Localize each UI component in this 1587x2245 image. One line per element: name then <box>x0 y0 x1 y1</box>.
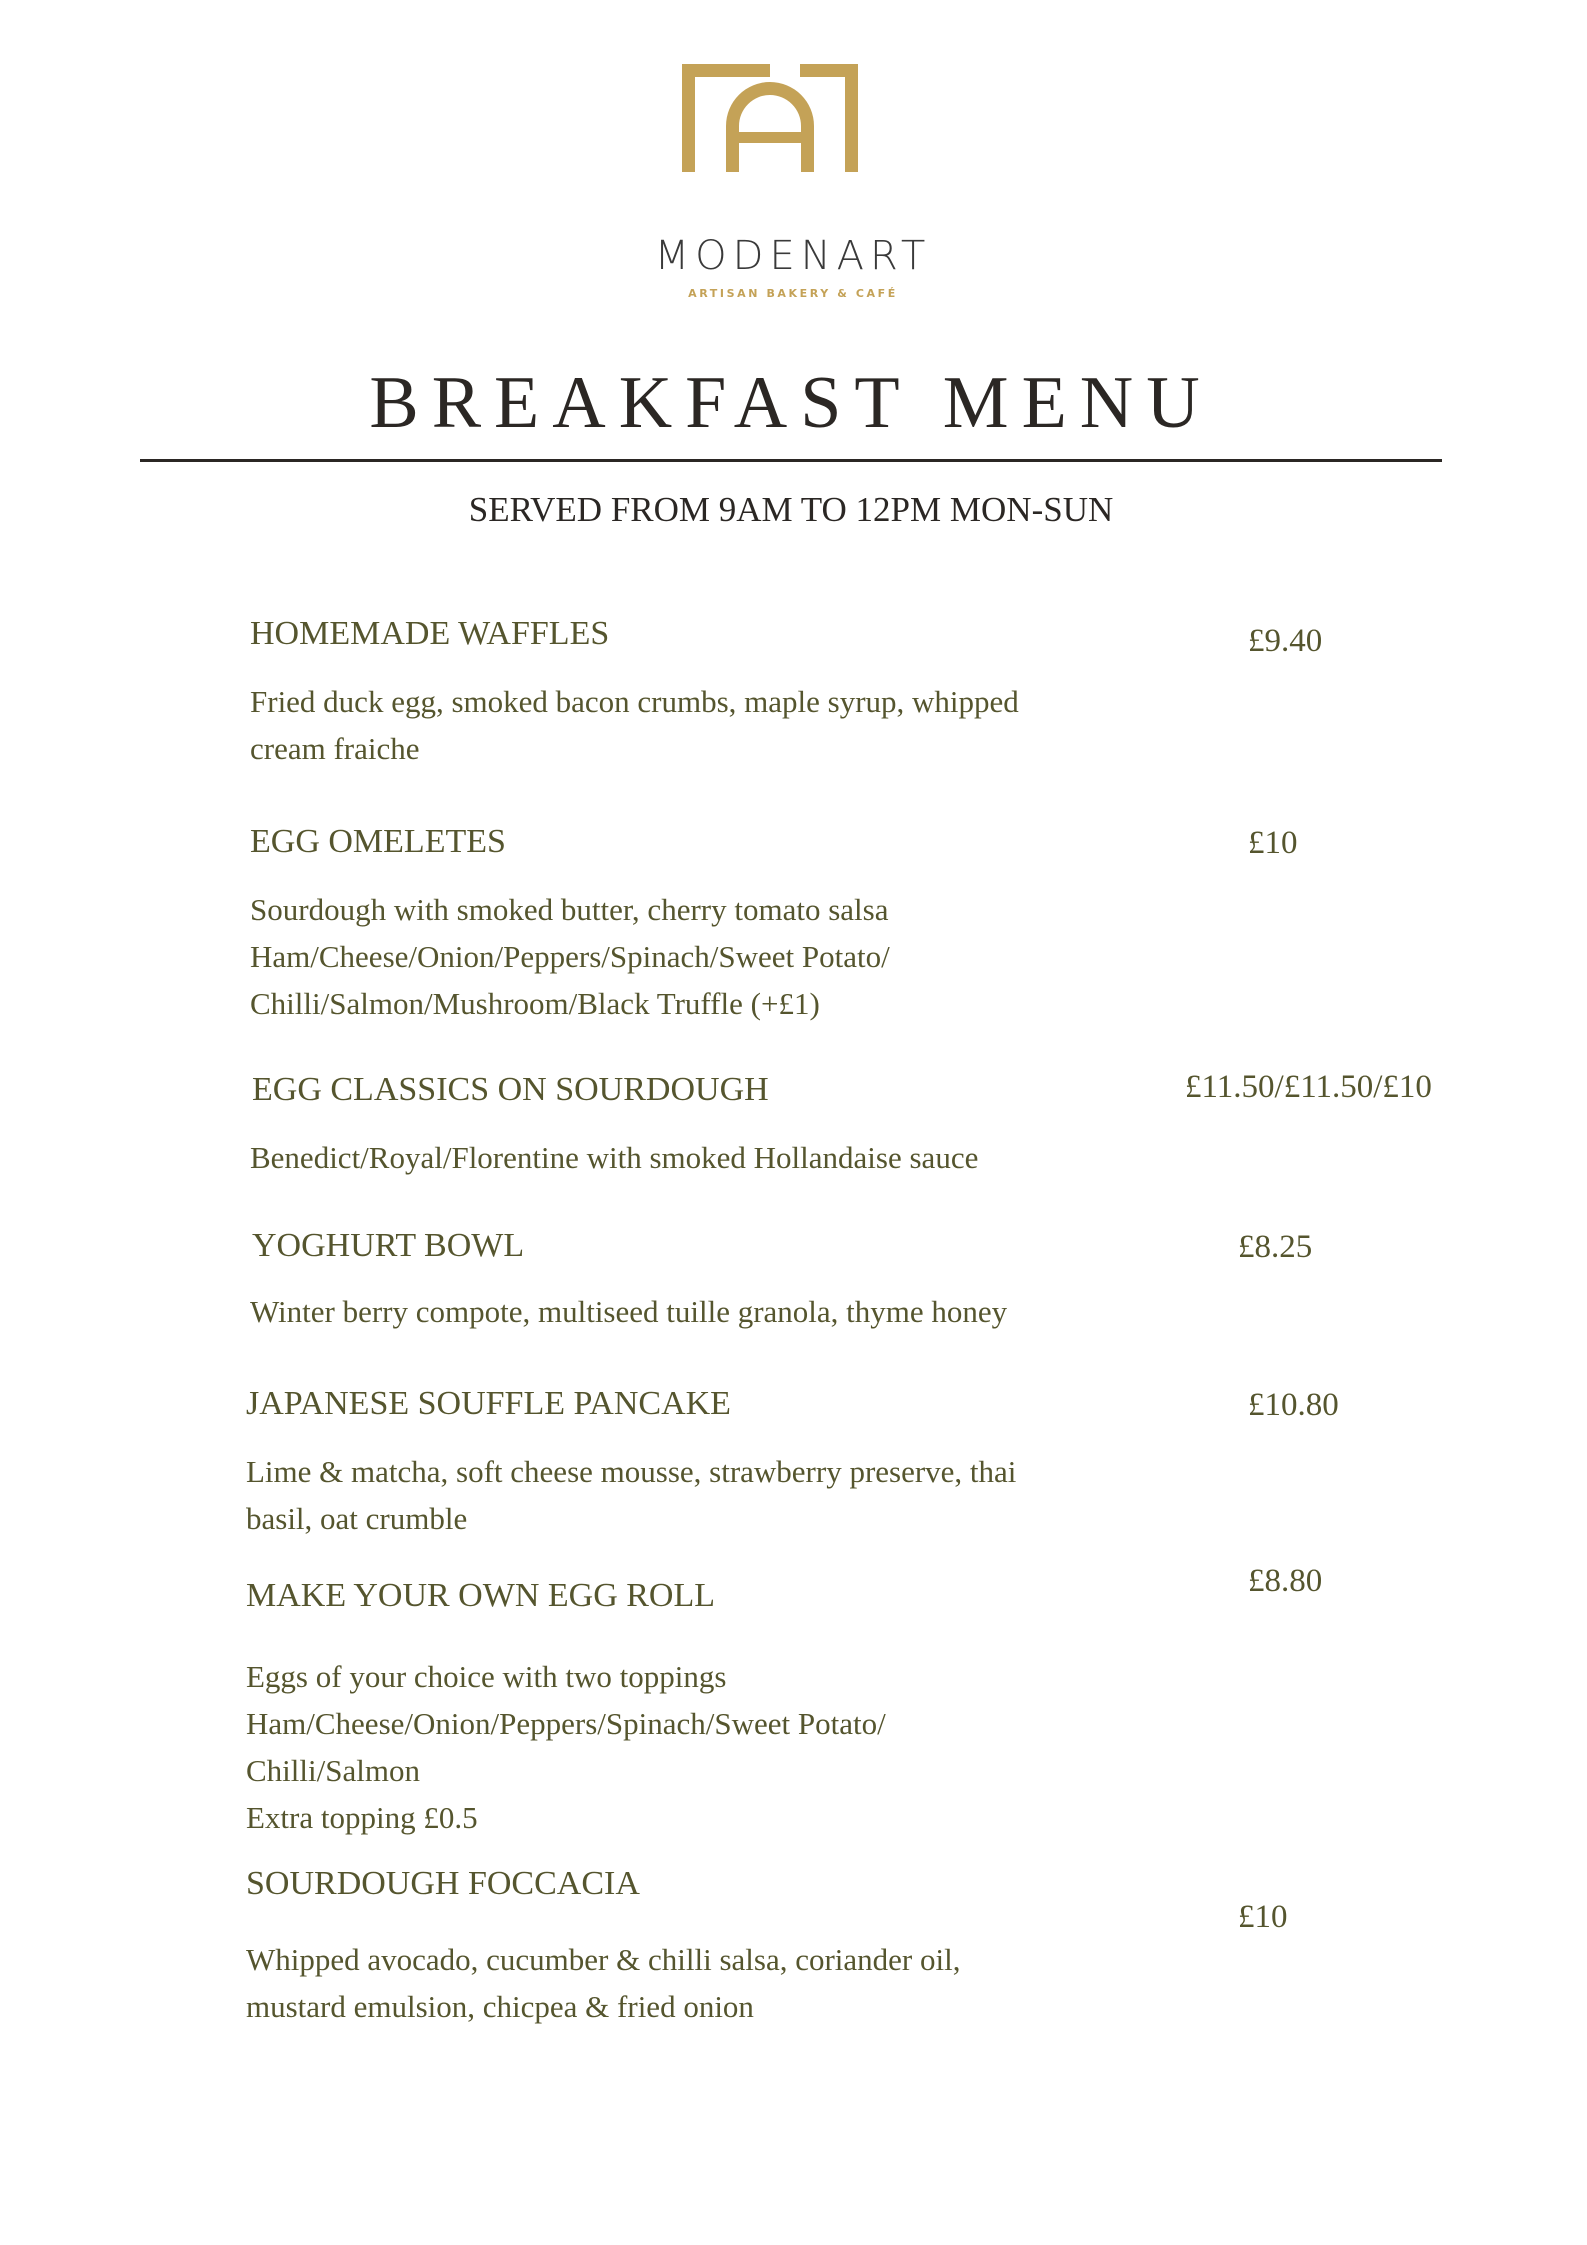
menu-item-description: Whipped avocado, cucumber & chilli salsa, coriander oil, mustard emulsion, chicpea & fried onion <box>246 1942 961 2024</box>
brand-name: MODENART <box>654 233 932 279</box>
menu-item-price: £8.80 <box>1248 1563 1323 1599</box>
menu-item-name: HOMEMADE WAFFLES <box>250 615 610 652</box>
page-title: BREAKFAST MENU <box>369 362 1213 444</box>
menu-item-description: Eggs of your choice with two toppings Ham/Cheese/Onion/Peppers/Spinach/Sweet Potato/ Chilli/Salmon Extra topping £0.5 <box>246 1659 886 1835</box>
menu-item-price: £8.25 <box>1238 1229 1313 1265</box>
logo-icon <box>682 64 858 172</box>
menu-item-name: JAPANESE SOUFFLE PANCAKE <box>246 1385 731 1422</box>
menu-item-description: Fried duck egg, smoked bacon crumbs, maple syrup, whipped cream fraiche <box>250 684 1019 766</box>
title-divider <box>140 459 1442 462</box>
menu-item-description: Sourdough with smoked butter, cherry tomato salsa Ham/Cheese/Onion/Peppers/Spinach/Sweet Potato/ Chilli/Salmon/Mushroom/Black Truffle (+£1) <box>250 892 890 1021</box>
menu-item-description: Winter berry compote, multiseed tuille granola, thyme honey <box>250 1294 1008 1329</box>
serving-hours: SERVED FROM 9AM TO 12PM MON-SUN <box>468 490 1114 529</box>
menu-item-name: SOURDOUGH FOCCACIA <box>246 1865 640 1902</box>
menu-item-name: MAKE YOUR OWN EGG ROLL <box>246 1577 716 1614</box>
menu-item-price: £11.50/£11.50/£10 <box>1185 1069 1432 1105</box>
menu-item-price: £9.40 <box>1248 623 1323 659</box>
menu-item-price: £10 <box>1238 1899 1288 1935</box>
brand-tagline: ARTISAN BAKERY & CAFÉ <box>688 287 898 300</box>
menu-item-price: £10 <box>1248 825 1298 861</box>
menu-item-name: EGG OMELETES <box>250 823 506 860</box>
menu-item-price: £10.80 <box>1248 1387 1339 1423</box>
menu-item-name: YOGHURT BOWL <box>252 1227 525 1264</box>
menu-item-description: Lime & matcha, soft cheese mousse, strawberry preserve, thai basil, oat crumble <box>246 1454 1017 1536</box>
menu-item-name: EGG CLASSICS ON SOURDOUGH <box>252 1071 769 1108</box>
menu-item-description: Benedict/Royal/Florentine with smoked Hollandaise sauce <box>250 1140 979 1175</box>
